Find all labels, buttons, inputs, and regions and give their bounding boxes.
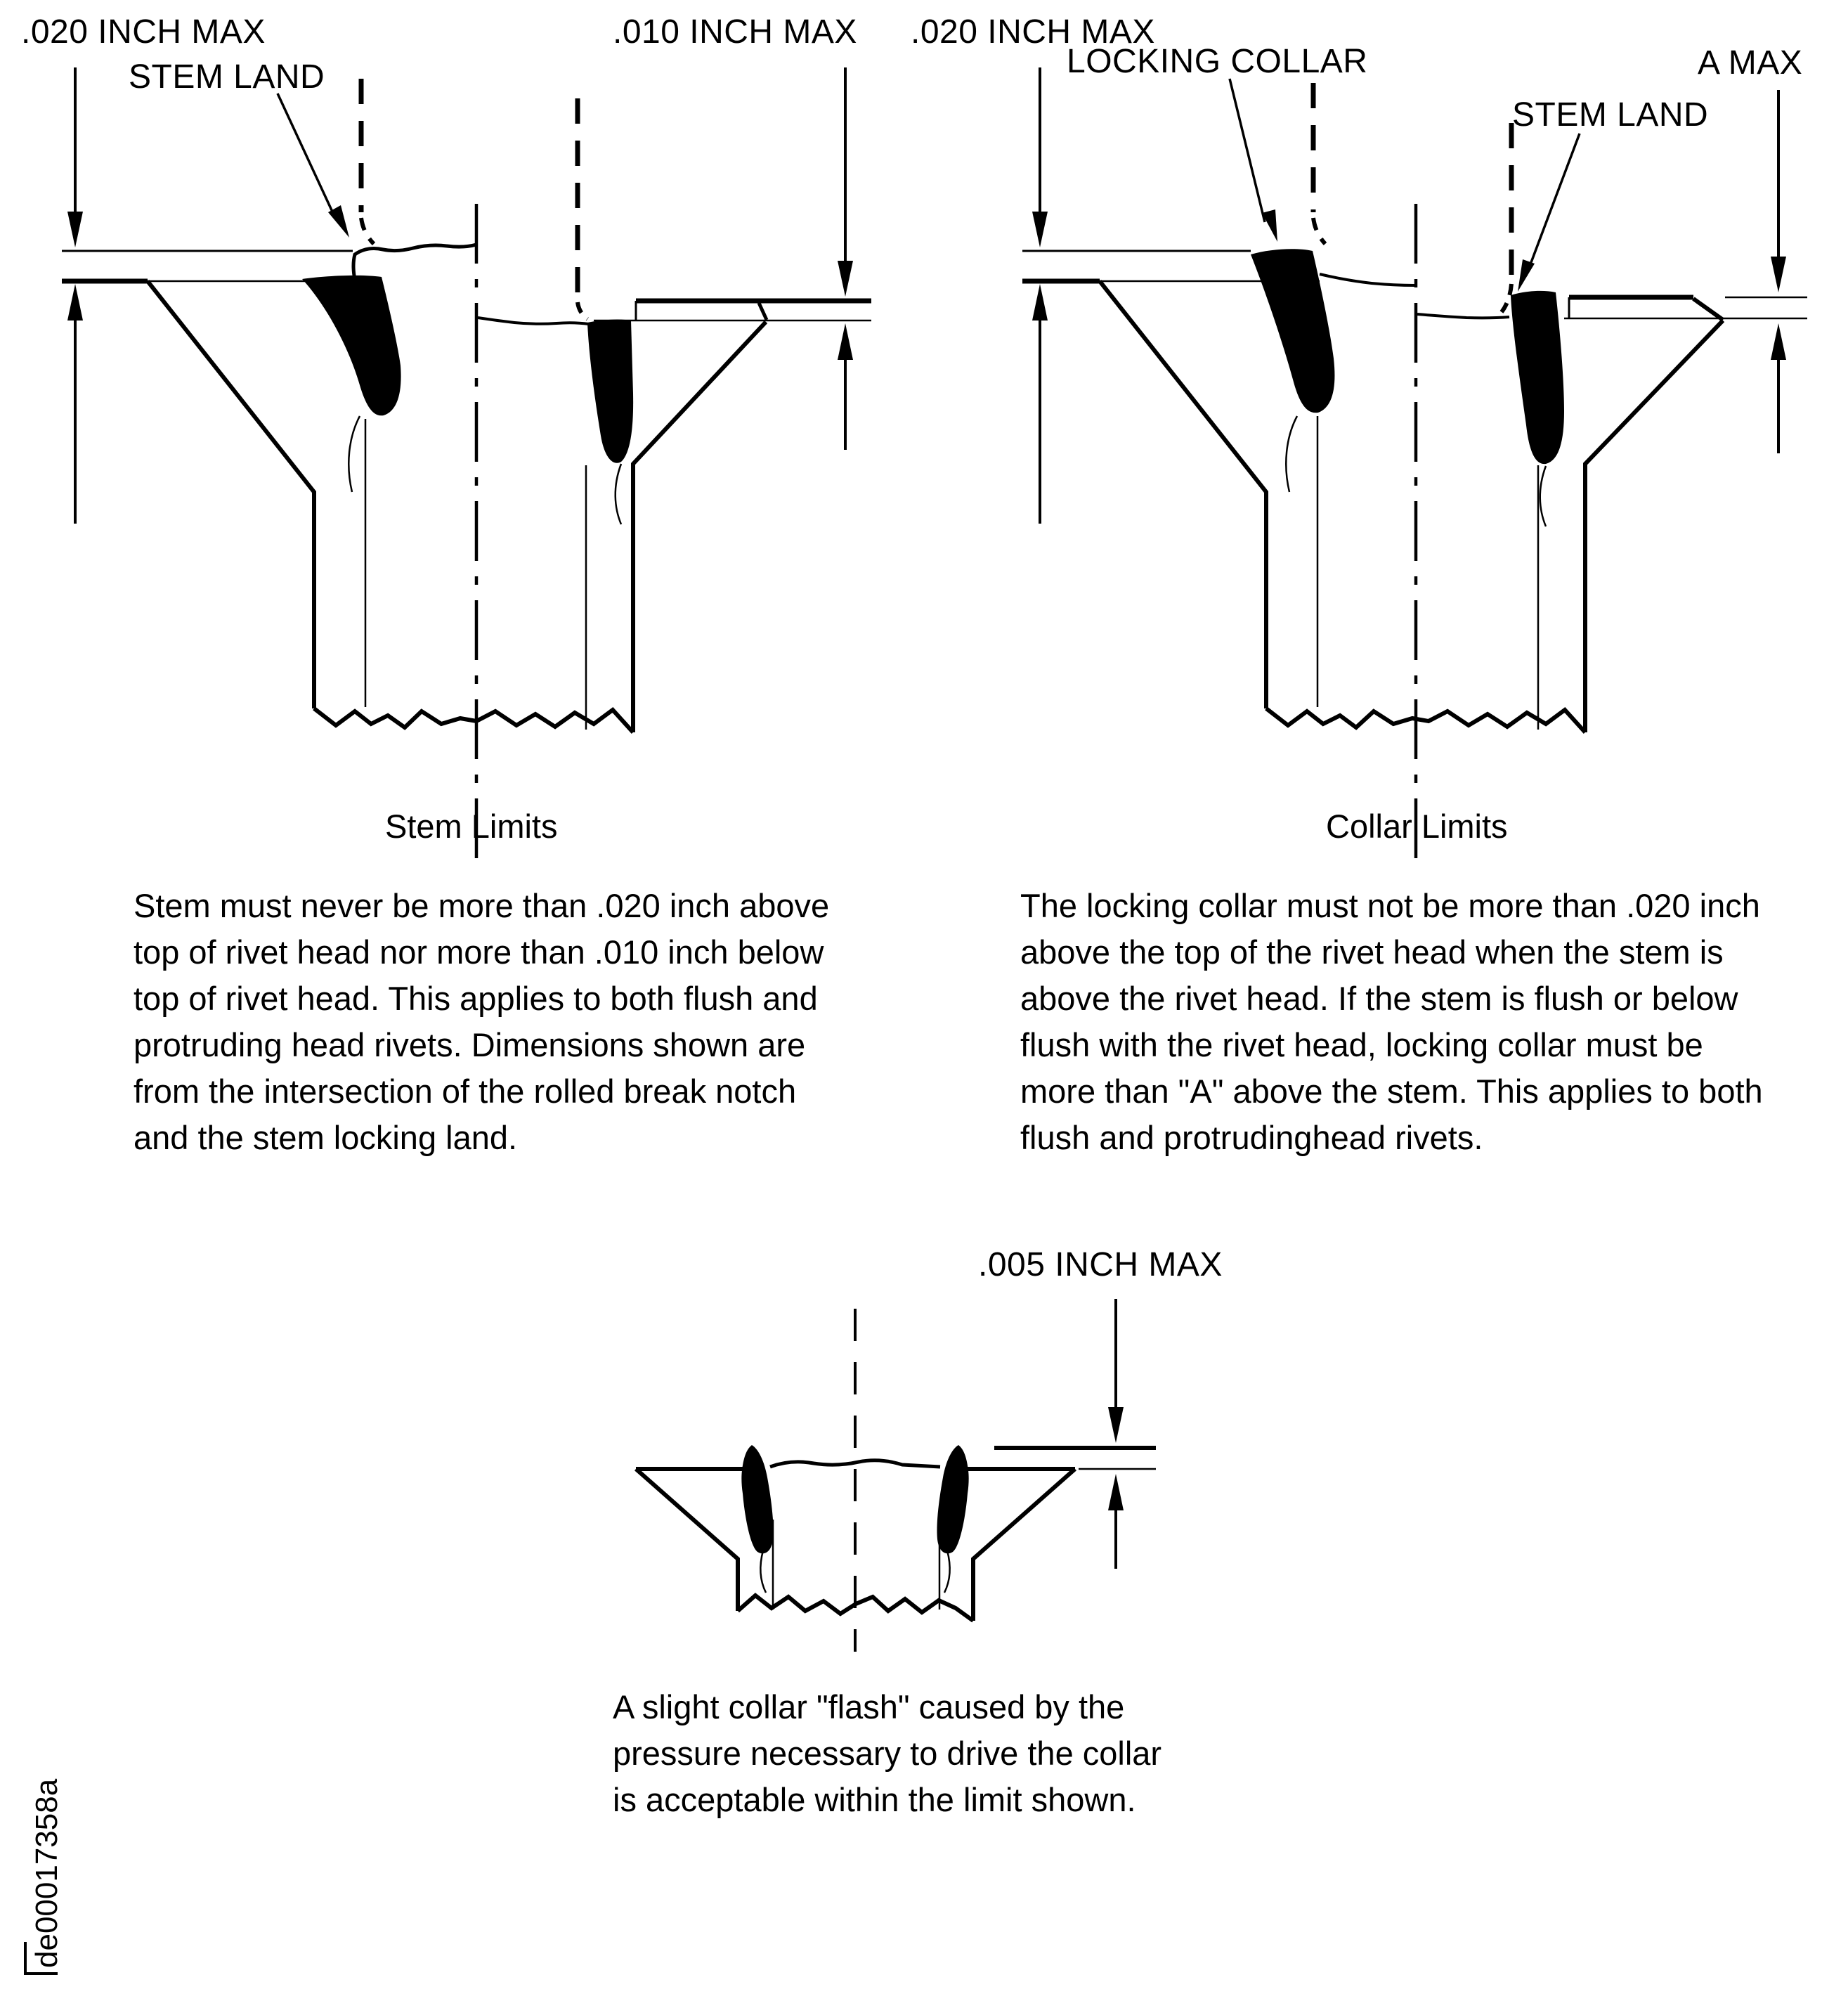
projection-dashed-curl <box>361 218 374 244</box>
description-line: above the top of the rivet head when the stem is <box>1020 933 1724 971</box>
description-line: and the stem locking land. <box>134 1119 518 1156</box>
collar-flash-fill <box>741 1445 773 1553</box>
arrowhead-down-icon <box>1032 212 1048 247</box>
break-notch-curl <box>944 1550 950 1593</box>
projection-dashed-curl <box>1313 218 1325 244</box>
stem-limits-dim-020-label: .020 INCH MAX <box>21 13 266 51</box>
stem-land-fill <box>302 276 401 415</box>
countersink-outline <box>148 281 314 708</box>
description-line: from the intersection of the rolled break notch <box>134 1073 797 1110</box>
arrowhead-up-icon <box>838 323 853 360</box>
stem-limits-caption: Stem Limits <box>385 808 558 845</box>
arrowhead-down-icon <box>1771 257 1786 292</box>
collar-limits-stem-land-label: STEM LAND <box>1512 96 1709 134</box>
collar-flash-drawing <box>636 1299 1156 1652</box>
description-line: top of rivet head. This applies to both flush and <box>134 980 818 1017</box>
stem-top-wavy-line <box>1320 274 1414 285</box>
description-line: protruding head rivets. Dimensions shown are <box>134 1026 806 1063</box>
leader-arrowhead-icon <box>1262 209 1277 242</box>
break-notch-curl <box>1286 416 1297 492</box>
description-line: Stem must never be more than .020 inch above <box>134 887 830 924</box>
countersink-outline <box>633 322 766 732</box>
collar-flash-fill <box>937 1445 968 1553</box>
description-line: above the rivet head. If the stem is flush or below <box>1020 980 1738 1017</box>
stem-limits-description <box>134 883 829 1161</box>
description-line: flush and protrudinghead rivets. <box>1020 1119 1483 1156</box>
stem-land-fill <box>1511 291 1564 464</box>
leader-line <box>1526 134 1580 276</box>
break-notch-curl <box>1540 466 1546 526</box>
arrowhead-down-icon <box>1108 1407 1124 1443</box>
leader-line <box>278 93 336 219</box>
collar-limits-a-max-label: A MAX <box>1698 44 1803 82</box>
collar-flash-description <box>613 1684 1161 1823</box>
collar-limits-drawing <box>1022 67 1807 868</box>
description-line: A slight collar "flash" caused by the <box>613 1688 1125 1725</box>
collar-limits-locking-collar-label: LOCKING COLLAR <box>1067 43 1368 80</box>
stem-limits-stem-land-label: STEM LAND <box>129 58 325 96</box>
stem-top-wavy-line <box>1417 314 1509 318</box>
stem-limits-dim-010-label: .010 INCH MAX <box>613 13 857 51</box>
stem-limits-drawing <box>62 67 871 868</box>
arrowhead-up-icon <box>1032 284 1048 320</box>
arrowhead-down-icon <box>67 212 83 247</box>
collar-limits-description <box>1020 883 1763 1161</box>
description-line: flush with the rivet head, locking collar must be <box>1020 1026 1703 1063</box>
stem-top-wavy-line <box>353 245 476 280</box>
countersink-outline <box>1100 281 1266 708</box>
figure-code: de00017358a <box>30 1778 64 1968</box>
stem-top-wavy-line <box>478 318 589 324</box>
collar-edge <box>1693 299 1723 320</box>
collar-limits-caption: Collar Limits <box>1326 808 1508 845</box>
description-line: pressure necessary to drive the collar <box>613 1735 1162 1772</box>
countersink-outline <box>636 1469 738 1611</box>
leader-arrowhead-icon <box>1518 259 1535 292</box>
projection-dashed-curl <box>578 302 587 319</box>
break-notch-curl <box>616 464 621 524</box>
arrowhead-down-icon <box>838 261 853 297</box>
leader-line <box>1230 79 1265 222</box>
stem-land-fill <box>587 320 633 463</box>
stem-top-wavy-line <box>770 1461 940 1467</box>
countersink-outline <box>973 1469 1075 1621</box>
collar-flash-dim-005-label: .005 INCH MAX <box>978 1246 1223 1283</box>
rivet-head-edge <box>759 303 767 320</box>
collar-limits-dim-020-label: .020 INCH MAX <box>911 13 1155 51</box>
description-line: more than "A" above the stem. This applies to both <box>1020 1073 1763 1110</box>
description-line: top of rivet head nor more than .010 inch below <box>134 933 824 971</box>
description-line: is acceptable within the limit shown. <box>613 1781 1136 1818</box>
break-notch-curl <box>760 1550 766 1593</box>
countersink-outline <box>1585 320 1723 732</box>
description-line: The locking collar must not be more than .020 inch <box>1020 887 1760 924</box>
arrowhead-up-icon <box>1108 1474 1124 1510</box>
projection-dashed-curl <box>1502 284 1511 312</box>
arrowhead-up-icon <box>67 284 83 320</box>
break-notch-curl <box>349 416 360 492</box>
arrowhead-up-icon <box>1771 323 1786 360</box>
